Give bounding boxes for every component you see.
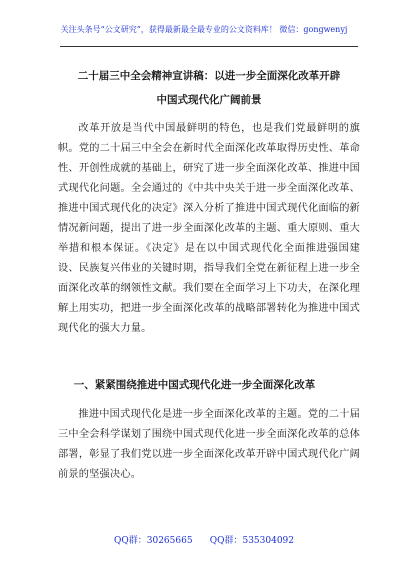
footer-note: QQ群：30265665 QQ群：535304092 [113, 536, 295, 546]
document-title-line-2: 中国式现代化广阔前景 [156, 94, 262, 106]
header-divider [60, 46, 358, 47]
header-note: 关注头条号“公文研究”，获得最新最全最专业的公文资料库！ 微信：gongwenyj [60, 25, 348, 34]
body-paragraph-1: 改革开放是当代中国最鲜明的特色，也是我们党最鲜明的旗帜。党的二十届三中全会在新时代全面深化改革取得历史性、革命性、开创性成就的基础上，研究了进一步全面深化改革、推进中国式现代化问题。全会通过的《中共中央关于进一步全面深化改革、推进中国式现代化的决定》深入分析了推进中国式现代化面临的新情况新问题，提出了进一步全面深化改革的主题、重大原则、重大举措和根本保证。《决定》是在以中国式现代化全面推进强国建设、民族复兴伟业的关键时期，指导我们全党在新征程上进一步全面深化改革的纲领性文献。我们要在全面学习上下功夫，在深化理解上用实功，把进一步全面深化改革的战略部署转化为推进中国式现代化的强大力量。 [58, 123, 360, 334]
section-heading-1: 一、紧紧围绕推进中国式现代化进一步全面深化改革 [73, 379, 316, 391]
document-title-line-1: 二十届三中全会精神宣讲稿：以进一步全面深化改革开辟 [77, 70, 341, 82]
body-paragraph-2: 推进中国式现代化是进一步全面深化改革的主题。党的二十届三中全会科学谋划了围绕中国式现代化进一步全面深化改革的总体部署，彰显了我们党以进一步全面深化改革开辟中国式现代化广阔前景的坚强决心。 [58, 409, 360, 480]
